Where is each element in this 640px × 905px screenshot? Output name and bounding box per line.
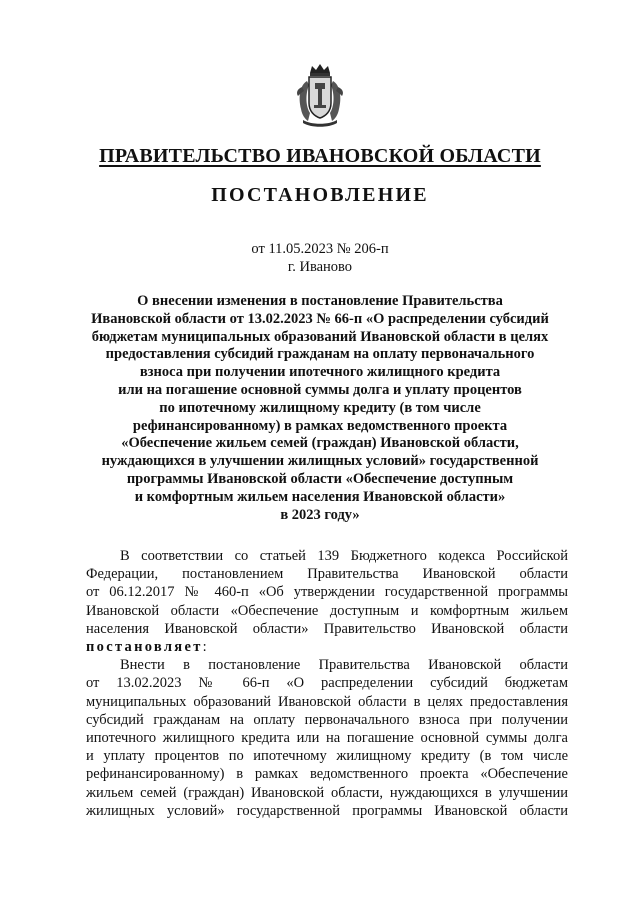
body-line: В соответствии со статьей 139 Бюджетного кодекса Российской — [120, 548, 568, 564]
body-line: от 13.02.2023 № 66-п «О распределении субсидий бюджетам — [86, 675, 568, 692]
document-heading — [72, 293, 568, 524]
heading-line: по ипотечному жилищному кредиту (в том числе — [159, 399, 481, 416]
government-title: ПРАВИТЕЛЬСТВО ИВАНОВСКОЙ ОБЛАСТИ — [99, 145, 541, 167]
heading-line: нуждающихся в улучшении жилищных условий» государственной — [101, 453, 539, 470]
body-line: Федерации, постановлением Правительства Ивановской области — [86, 566, 568, 583]
heading-line: предоставления субсидий гражданам на оплату первоначального — [105, 346, 535, 363]
heading-line: рефинансированному) в рамках ведомственного проекта — [132, 417, 508, 434]
body-line: Внести в постановление Правительства Ивановской области — [120, 657, 568, 674]
heading-line: «Обеспечение жильем семей (граждан) Ивановской области, — [121, 435, 519, 452]
body-line: от 06.12.2017 № 460-п «Об утверждении государственной программы — [86, 584, 568, 601]
body-line: Ивановской области «Обеспечение доступным и комфортным жильем — [86, 602, 568, 619]
body-line: жилищных условий» государственной программы Ивановской области — [86, 802, 568, 819]
decree-line — [86, 638, 568, 656]
decree-word: постановляет — [86, 639, 203, 656]
document-date-number: от 11.05.2023 № 206-п — [251, 241, 389, 257]
body-line: и уплату процентов по ипотечному жилищному кредиту (в том числе — [86, 748, 568, 765]
body-line: жильем семей (граждан) Ивановской области, нуждающихся в улучшении — [86, 784, 568, 801]
document-type: ПОСТАНОВЛЕНИЕ — [211, 184, 429, 206]
heading-line: Ивановской области от 13.02.2023 № 66-п «О распределении субсидий — [91, 310, 549, 327]
body-line: рефинансированному) в рамках ведомственного проекта «Обеспечение — [86, 766, 568, 783]
heading-line: бюджетам муниципальных образований Ивановской области в целях — [91, 328, 549, 345]
body-line: субсидий гражданам на оплату первоначального взноса при получении — [86, 711, 568, 728]
heading-line: и комфортным жильем населения Ивановской области» — [134, 488, 506, 505]
body-line: ипотечного жилищного кредита или на погашение основной суммы долга — [86, 730, 568, 747]
body-line: муниципальных образований Ивановской области в целях предоставления — [86, 693, 568, 710]
body-line: населения Ивановской области» Правительство Ивановской области — [86, 620, 568, 637]
heading-line: программы Ивановской области «Обеспечение доступным — [126, 470, 514, 487]
heading-line: взноса при получении ипотечного жилищного кредита — [139, 364, 501, 381]
decree-colon: : — [202, 639, 207, 656]
heading-line: или на погашение основной суммы долга и уплату процентов — [118, 381, 522, 398]
document-city: г. Иваново — [287, 259, 353, 275]
heading-line: О внесении изменения в постановление Правительства — [137, 293, 503, 309]
coat-of-arms-emblem — [293, 63, 347, 129]
document-body — [86, 547, 568, 820]
heading-line: в 2023 году» — [280, 506, 360, 523]
